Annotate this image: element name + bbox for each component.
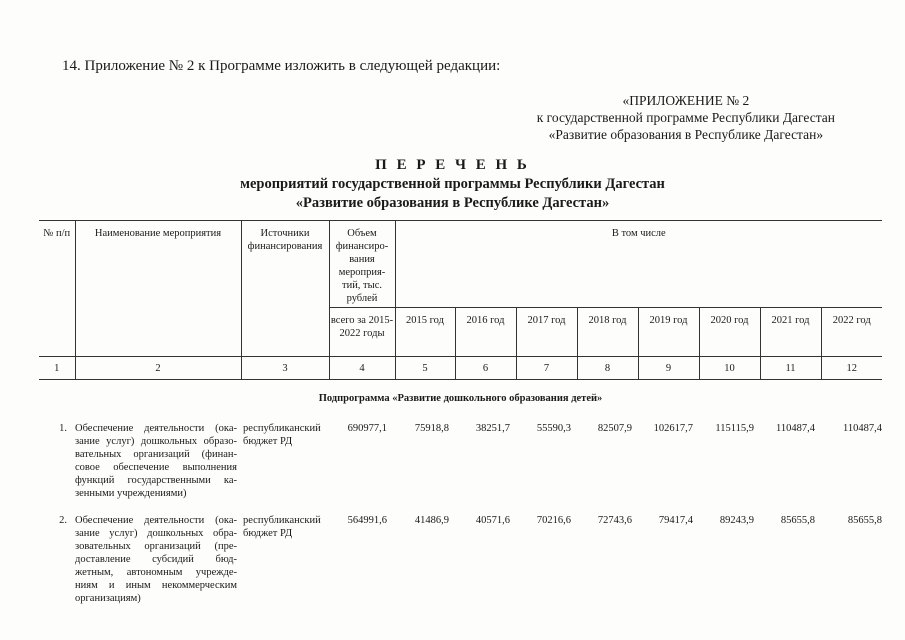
row-value-2021: 110487,4 xyxy=(776,423,815,434)
header-year-2016: 2016 год xyxy=(455,308,516,357)
row-value-2017: 55590,3 xyxy=(536,423,571,434)
column-number: 8 xyxy=(577,357,638,380)
column-number: 3 xyxy=(241,357,329,380)
row-value-2018: 82507,9 xyxy=(597,423,632,434)
column-number: 4 xyxy=(329,357,395,380)
column-number: 2 xyxy=(75,357,241,380)
header-name: Наименование мероприятия xyxy=(75,221,241,357)
heading-line-2: мероприятий государственной программы Республики Дагестан xyxy=(240,176,665,192)
row-value-2020: 115115,9 xyxy=(715,423,754,434)
row-index: 2. xyxy=(59,515,67,526)
header-num: № п/п xyxy=(39,221,75,357)
appendix-line-3: «Развитие образования в Республике Дагестан» xyxy=(548,127,824,142)
appendix-caption xyxy=(537,92,835,143)
header-volume: Объем финансиро-вания мероприя-тий, тыс. рублей xyxy=(329,221,395,308)
header-year-2019: 2019 год xyxy=(638,308,699,357)
measures-table xyxy=(39,220,882,605)
row-value-2021: 85655,8 xyxy=(780,515,815,526)
column-number: 6 xyxy=(455,357,516,380)
column-number: 7 xyxy=(516,357,577,380)
header-year-2017: 2017 год xyxy=(516,308,577,357)
row-value-2015: 41486,9 xyxy=(414,515,449,526)
header-year-2018: 2018 год xyxy=(577,308,638,357)
appendix-line-2: к государственной программе Республики Дагестан xyxy=(536,110,835,125)
row-total: 690977,1 xyxy=(347,423,387,434)
column-number: 1 xyxy=(39,357,75,380)
row-name: Обеспечение деятельности (ока-зание услуг) дошкольных обра-зовательных организаций (пре-доставление субсидий бюд-жетным, автономным учрежде-ниям и иным некоммерческим организациям) xyxy=(75,515,237,604)
header-year-2022: 2022 год xyxy=(821,308,882,357)
row-value-2015: 75918,8 xyxy=(414,423,449,434)
amendment-paragraph: 14. Приложение № 2 к Программе изложить в следующей редакции: xyxy=(62,58,501,74)
row-index: 1. xyxy=(59,423,67,434)
row-value-2017: 70216,6 xyxy=(536,515,571,526)
row-source: республиканский бюджет РД xyxy=(243,515,321,539)
header-year-2021: 2021 год xyxy=(760,308,821,357)
table-row xyxy=(39,500,882,605)
appendix-line-1: «ПРИЛОЖЕНИЕ № 2 xyxy=(622,93,750,108)
header-including: В том числе xyxy=(395,221,882,308)
header-source: Источники финансирования xyxy=(241,221,329,357)
column-number: 10 xyxy=(699,357,760,380)
table-row xyxy=(39,408,882,500)
column-number: 11 xyxy=(760,357,821,380)
column-number-row xyxy=(39,357,882,380)
row-value-2019: 102617,7 xyxy=(653,423,693,434)
heading-title: П Е Р Е Ч Е Н Ь xyxy=(375,157,530,173)
row-source: республиканский бюджет РД xyxy=(243,423,321,447)
row-value-2016: 40571,6 xyxy=(475,515,510,526)
row-value-2018: 72743,6 xyxy=(597,515,632,526)
row-value-2022: 85655,8 xyxy=(847,515,882,526)
row-value-2022: 110487,4 xyxy=(843,423,882,434)
header-year-2020: 2020 год xyxy=(699,308,760,357)
heading-line-3: «Развитие образования в Республике Дагестан» xyxy=(295,195,610,211)
subprogram-title: Подпрограмма «Развитие дошкольного образования детей» xyxy=(318,393,603,404)
row-value-2019: 79417,4 xyxy=(658,515,693,526)
column-number: 9 xyxy=(638,357,699,380)
row-value-2016: 38251,7 xyxy=(475,423,510,434)
header-total: всего за 2015-2022 годы xyxy=(329,308,395,357)
header-year-2015: 2015 год xyxy=(395,308,455,357)
document-heading xyxy=(0,156,905,213)
row-total: 564991,6 xyxy=(347,515,387,526)
row-value-2020: 89243,9 xyxy=(719,515,754,526)
column-number: 5 xyxy=(395,357,455,380)
row-name: Обеспечение деятельности (ока-зание услуг) дошкольных образо-вательных организаций (финан-совое обеспечение выполнения функций государственными ка-зенными учреждениями) xyxy=(75,423,237,499)
column-number: 12 xyxy=(821,357,882,380)
